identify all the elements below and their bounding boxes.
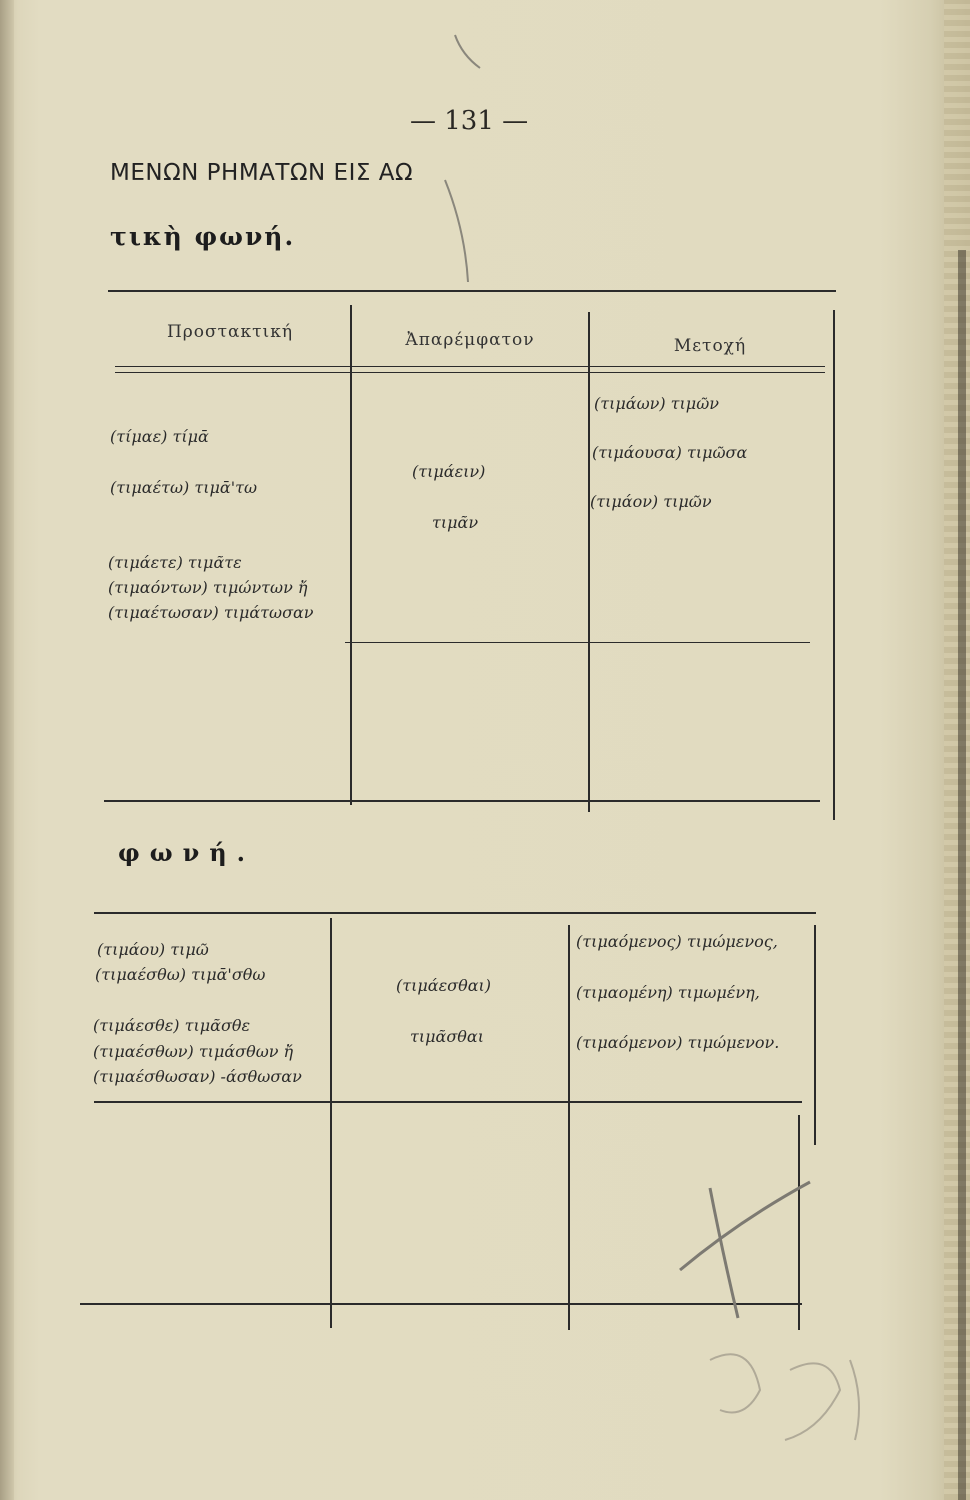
- book-spine: [0, 0, 14, 1500]
- pencil-scribble: [690, 1330, 880, 1470]
- t2-participle-1: (τιμαόμενος) τιμώμενος,: [576, 932, 778, 951]
- table2-divider-2: [568, 925, 570, 1330]
- pencil-cross-mark: [670, 1170, 820, 1330]
- t2-imperative-4: (τιμαέσθων) τιμάσθων ἤ: [93, 1042, 294, 1061]
- table1-bottom-rule: [104, 800, 820, 802]
- t2-imperative-1: (τιμάου) τιμῶ: [97, 940, 209, 959]
- page-number: — 131 —: [410, 106, 529, 136]
- t2-imperative-5: (τιμαέσθωσαν) -άσθωσαν: [93, 1067, 302, 1086]
- table2-row-rule: [94, 1101, 802, 1103]
- t1-imperative-5: (τιμαέτωσαν) τιμάτωσαν: [108, 603, 314, 622]
- mid-section-heading: φωνή.: [118, 838, 256, 867]
- table2-top-rule: [94, 912, 816, 914]
- table1-right-border: [833, 310, 835, 820]
- table1-header-rule-a: [115, 366, 825, 367]
- table1-row-rule: [345, 642, 810, 643]
- table1-header-imperative: Προστακτική: [166, 322, 294, 342]
- page-edge: [944, 0, 970, 1500]
- t2-imperative-2: (τιμαέσθω) τιμᾱ'σθω: [95, 965, 266, 984]
- table1-header-rule-b: [115, 372, 825, 373]
- t2-infinitive-2: τιμᾶσθαι: [410, 1027, 484, 1046]
- table1-divider-1: [350, 305, 352, 805]
- table1-header-participle: Μετοχή: [673, 336, 747, 356]
- t1-participle-3: (τιμάον) τιμῶν: [590, 492, 712, 511]
- section-subheading: τικὴ φωνή.: [110, 222, 296, 251]
- t1-participle-2: (τιμάουσα) τιμῶσα: [592, 443, 748, 462]
- page-edge-shadow: [958, 250, 966, 1500]
- table2-divider-1: [330, 918, 332, 1328]
- table1-divider-2: [588, 312, 590, 812]
- table2-right-border: [814, 925, 816, 1145]
- t2-infinitive-1: (τιμάεσθαι): [396, 976, 492, 995]
- table1-header-infinitive: Ἀπαρέμφατον: [405, 330, 535, 350]
- t1-imperative-3: (τιμάετε) τιμᾶτε: [108, 553, 242, 572]
- t2-participle-2: (τιμαομένη) τιμωμένη,: [576, 983, 760, 1002]
- t1-imperative-1: (τίμαε) τίμᾱ: [110, 427, 209, 446]
- t2-participle-3: (τιμαόμενον) τιμώμενον.: [576, 1033, 780, 1052]
- t2-imperative-3: (τιμάεσθε) τιμᾶσθε: [93, 1016, 251, 1035]
- t1-infinitive-1: (τιμάειν): [412, 462, 486, 481]
- table1-top-rule: [108, 290, 836, 292]
- pencil-mark-top: [420, 20, 500, 290]
- t1-participle-1: (τιμάων) τιμῶν: [594, 394, 719, 413]
- t1-imperative-2: (τιμαέτω) τιμᾱ'τω: [110, 478, 258, 497]
- t1-infinitive-2: τιμᾶν: [432, 513, 479, 532]
- page-heading: ΜΕΝΩΝ ΡΗΜΑΤΩΝ ΕΙΣ ΑΩ: [110, 160, 414, 186]
- t1-imperative-4: (τιμαόντων) τιμώντων ἤ: [108, 578, 308, 597]
